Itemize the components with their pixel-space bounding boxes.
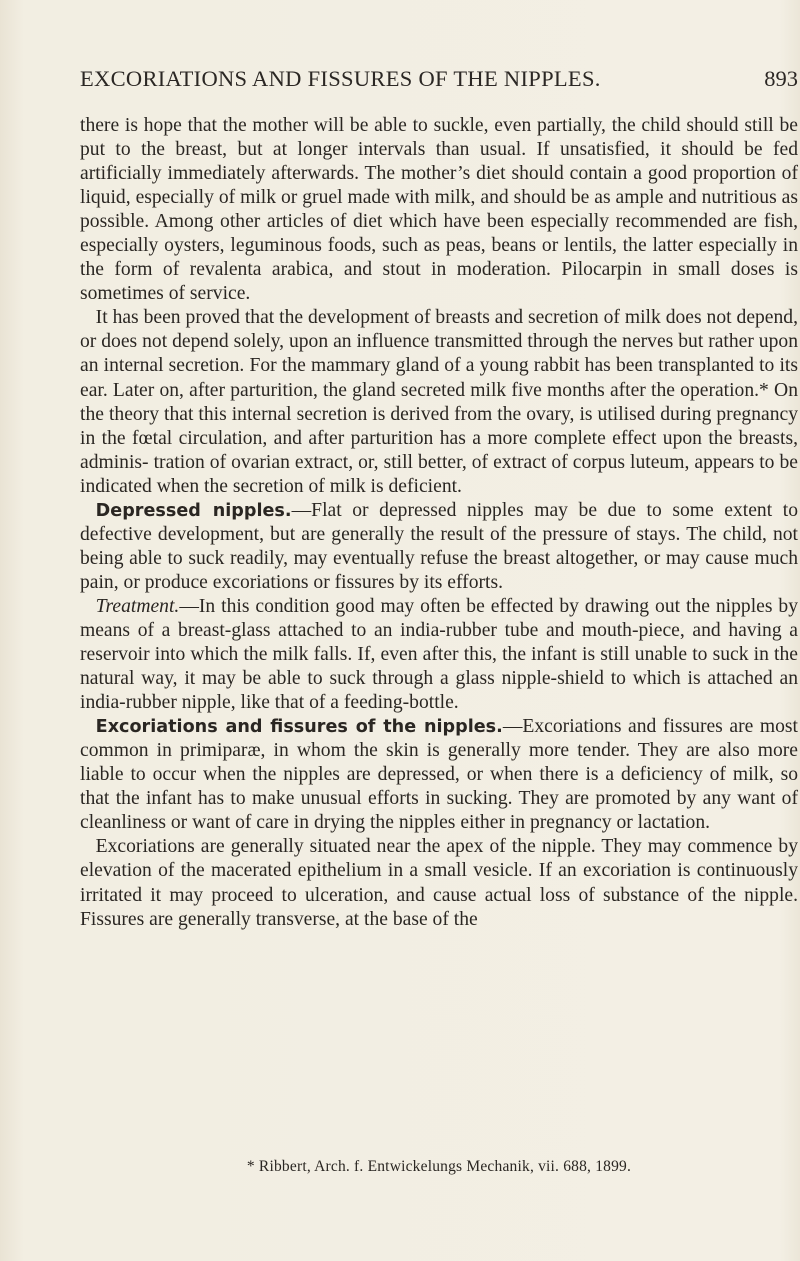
paragraph-text: Excoriations are generally situated near the apex of the nipple. They may commence by elevation of the macerated epithelium in a small vesicle. If an excoriation is continuously irritated it may proceed to ulceration, and cause actual loss of substance of the nipple. Fissures are generally transverse, at the base of the xyxy=(80,836,798,930)
section-heading-depressed-nipples: Depressed nipples. xyxy=(95,500,292,521)
paragraph-excoriations-location xyxy=(80,835,798,931)
running-head: EXCORIATIONS AND FISSURES OF THE NIPPLES. xyxy=(80,66,601,91)
body-text xyxy=(80,114,798,932)
paragraph-internal-secretion xyxy=(80,306,798,498)
paragraph-depressed-nipples xyxy=(80,499,798,595)
section-heading-excoriations: Excoriations and fissures of the nipples. xyxy=(95,717,503,738)
paragraph-treatment xyxy=(80,595,798,715)
paragraph-text: It has been proved that the development of breasts and secretion of milk does not depend, or does not depend solely, upon an influence transmitted through the nerves but rather upon an internal secretion. For the mammary gland of a young rabbit has been transplanted to its ear. Later on, after parturition, the gland secreted milk five months after the operation.* On the theory that this internal secretion is derived from the ovary, is utilised during pregnancy in the fœtal circulation, and after parturition has a more complete effect upon the breasts, adminis- tration of ovarian extract, or, still better, of extract of corpus luteum, appears to be indicated when the secretion of milk is deficient. xyxy=(80,307,798,497)
subheading-treatment: Treatment. xyxy=(95,595,180,617)
footnote: * Ribbert, Arch. f. Entwickelungs Mechanik, vii. 688, 1899. xyxy=(246,1158,632,1175)
paragraph-text: there is hope that the mother will be able to suckle, even partially, the child should still be put to the breast, but at longer intervals than usual. If unsatisfied, it should be fed artificially immediately afterwards. The mother’s diet should contain a good proportion of liquid, especially of milk or gruel made with milk, and should be as ample and nutritious as possible. Among other articles of diet which have been especially recommended are fish, especially oysters, leguminous foods, such as peas, beans or lentils, the latter especially in the form of revalenta arabica, and stout in moderation. Pilocarpin in small doses is sometimes of service. xyxy=(80,115,798,305)
page-number: 893 xyxy=(764,66,798,91)
paragraph-diet xyxy=(80,114,798,306)
paragraph-text: —Excoriations and fissures are most common in primiparæ, in whom the skin is generally more tender. They are also more liable to occur when the nipples are depressed, or when there is a deficiency of milk, so that the infant has to make unusual efforts in sucking. They are promoted by any want of cleanliness or want of care in drying the nipples either in pregnancy or lactation. xyxy=(80,716,799,834)
paragraph-text: —In this condition good may often be effected by drawing out the nipples by means of a breast-glass attached to an india-rubber tube and mouth-piece, and having a reservoir into which the milk falls. If, even after this, the infant is still unable to suck in the natural way, it may be able to suck through a glass nipple-shield to which is attached an india-rubber nipple, like that of a feeding-bottle. xyxy=(80,595,798,714)
page-header xyxy=(80,66,798,94)
paragraph-text: —Flat or depressed nipples may be due to some extent to defective development, but are generally the result of the pressure of stays. The child, not being able to suck readily, may eventually refuse the breast altogether, or may cause much pain, or produce excoriations or fissures by its efforts. xyxy=(80,499,798,593)
paragraph-excoriations-fissures xyxy=(80,715,798,835)
